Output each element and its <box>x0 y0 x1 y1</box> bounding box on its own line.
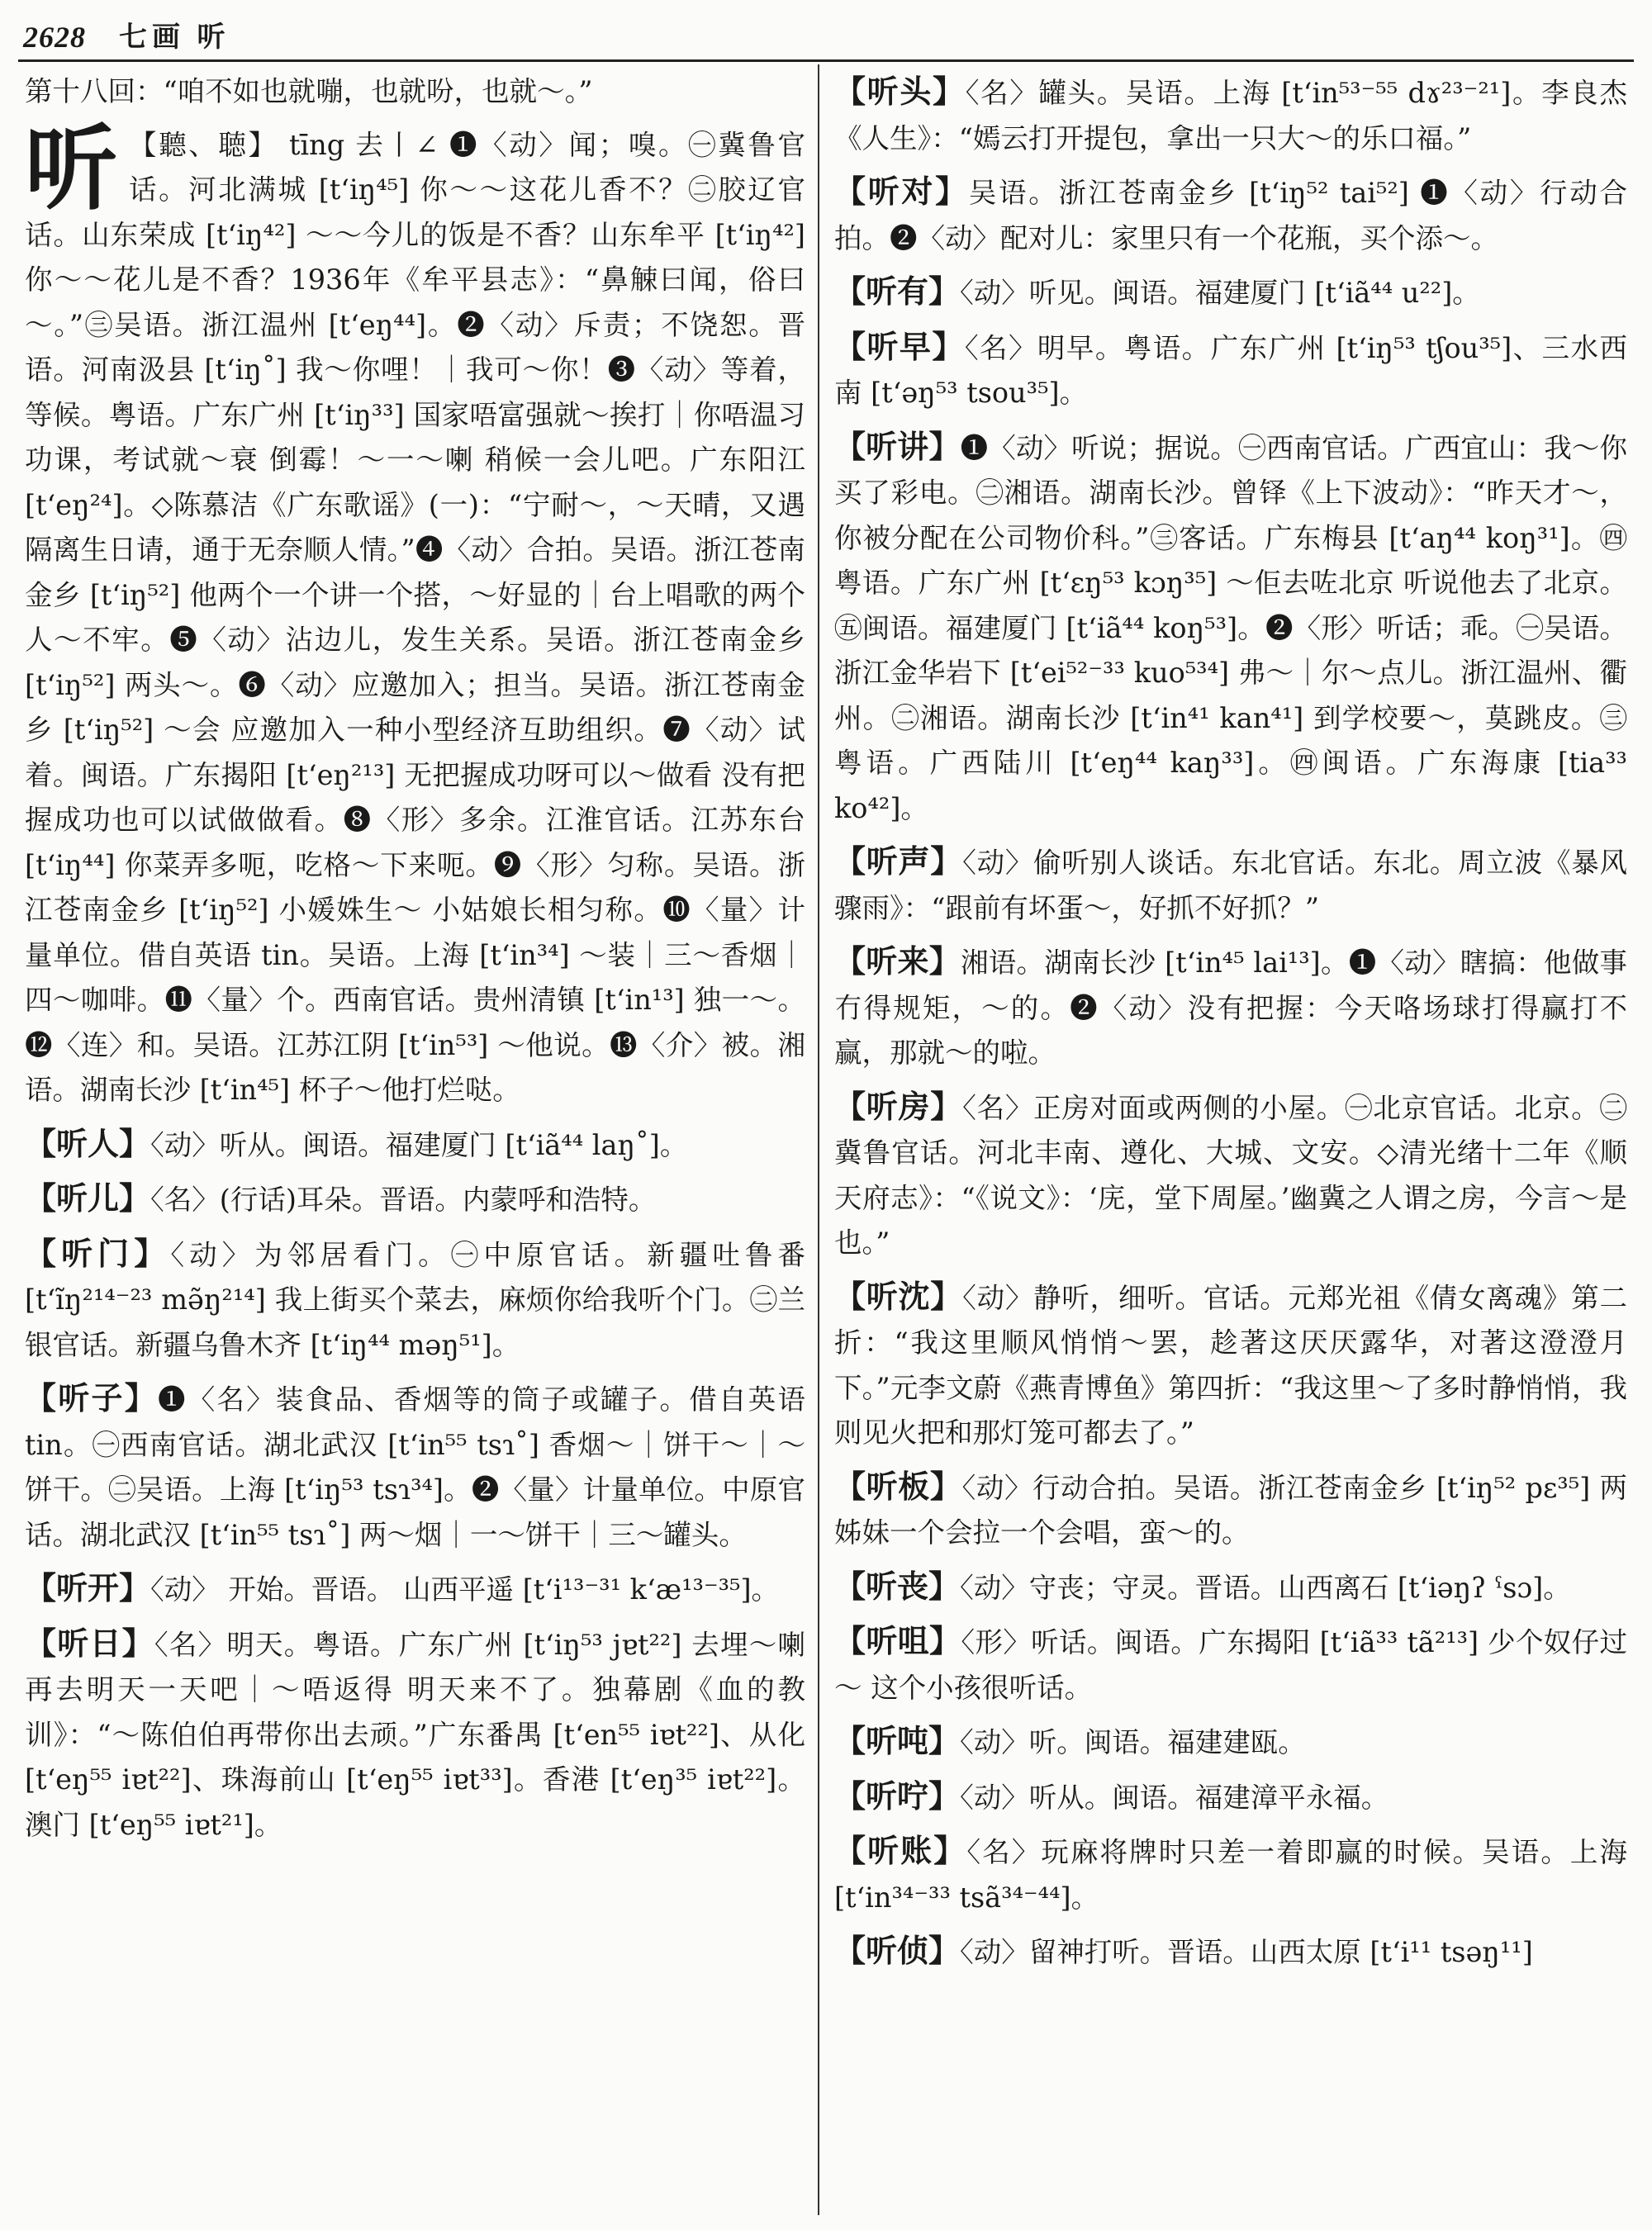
entry-head: 【听丧】 <box>834 1567 961 1605</box>
entry-head: 【听有】 <box>834 273 961 310</box>
headword-char: 听 <box>25 114 117 223</box>
entry-head: 【听来】 <box>834 942 961 980</box>
entry-body: ❶〈名〉装食品、香烟等的筒子或罐子。借自英语 tin。㊀西南官话。湖北武汉 [tʻin⁵⁵ tsɿ˚] 香烟～｜饼干～｜～饼干。㊁吴语。上海 [tʻiŋ⁵³ tsɿ³⁴]。❷〈量〉计量单位。中原官话。湖北武汉 [tʻin⁵⁵ tsɿ˚] 两～烟｜一～饼干｜三～罐头。 <box>25 1383 805 1551</box>
entry-body: 〈动〉听。闽语。福建建瓯。 <box>960 1726 1306 1758</box>
entry <box>25 1122 805 1169</box>
entry-head: 【听日】 <box>25 1624 154 1662</box>
entry <box>834 69 1627 161</box>
entry-head: 【听声】 <box>834 842 963 880</box>
right-column <box>834 69 1627 1984</box>
entry-body: 吴语。浙江苍南金乡 [tʻiŋ⁵² tai⁵²] ❶〈动〉行动合拍。❷〈动〉配对儿：家里只有一个花瓶，买个添～。 <box>834 177 1627 254</box>
entry-body: 〈形〉听话。闽语。广东揭阳 [tʻiã³³ tã²¹³] 少个奴仔过～ 这个小孩很听话。 <box>834 1626 1627 1704</box>
entry-head: 【听讲】 <box>834 427 961 465</box>
entry-head: 【听早】 <box>834 327 965 365</box>
main-entry <box>25 114 805 1113</box>
entry-body: 〈动〉守丧；守灵。晋语。山西离石 [tʻiəŋʔ ˤsɔ]。 <box>960 1571 1571 1604</box>
entry-head: 【听侦】 <box>834 1932 961 1969</box>
entry-head: 【听人】 <box>25 1124 151 1162</box>
entry <box>25 1621 805 1848</box>
entry <box>25 1176 805 1223</box>
entry-head: 【听咀】 <box>834 1622 961 1659</box>
entry <box>834 1619 1627 1710</box>
entry <box>834 839 1627 931</box>
entry-body: 〈动〉静听，细听。官话。元郑光祖《倩女离魂》第二折：“我这里顺风悄悄～罢，趁著这厌厌露华，对著这澄澄月下。”元李文蔚《燕青博鱼》第四折：“我这里～了多时静悄悄，我则见火把和那灯笼可都去了。” <box>834 1281 1628 1449</box>
entry-head: 【听吨】 <box>834 1722 961 1759</box>
entry-body: ❶〈动〉听说；据说。㊀西南官话。广西宜山：我～你买了彩电。㊁湘语。湖南长沙。曾铎《上下波动》：“昨天才～，你被分配在公司物价科。”㊂客话。广东梅县 [tʻaŋ⁴⁴ koŋ³¹]。㊃粤语。广东广州 [tʻɛŋ⁵³ kɔŋ³⁵] ～佢去咗北京 听说他去了北京。㊄闽语。福建厦门 [tʻiã⁴⁴ koŋ⁵³]。❷〈形〉听话；乖。㊀吴语。浙江金华岩下 [tʻei⁵²⁻³³ kuo⁵³⁴] 弗～｜尔～点儿。浙江温州、衢州。㊁湘语。湖南长沙 [tʻin⁴¹ kan⁴¹] 到学校要～，莫跳皮。㊂粤语。广西陆川 [tʻeŋ⁴⁴ kaŋ³³]。㊃闽语。广东海康 [tia³³ ko⁴²]。 <box>834 431 1627 824</box>
entry <box>834 1464 1627 1556</box>
entry-body: 〈动〉留神打听。晋语。山西太原 [tʻi¹¹ tsəŋ¹¹] <box>960 1936 1533 1968</box>
entry <box>834 1929 1627 1976</box>
page-number: 2628 <box>23 21 86 54</box>
entry <box>834 1829 1627 1920</box>
entry-body: 〈名〉罐头。吴语。上海 [tʻin⁵³⁻⁵⁵ dɤ²³⁻²¹]。李良杰《人生》：“嫣云打开提包，拿出一只大～的乐口福。” <box>834 77 1627 154</box>
entry-body: 〈名〉(行话)耳朵。晋语。内蒙呼和浩特。 <box>150 1184 657 1216</box>
entry-head: 【听房】 <box>834 1087 963 1125</box>
continuation-text: 第十八回：“咱不如也就嘣，也就吩，也就～。” <box>25 75 593 107</box>
entry-body: 〈名〉玩麻将牌时只差一着即赢的时候。吴语。上海 [tʻin³⁴⁻³³ tsã³⁴⁻⁴⁴]。 <box>834 1836 1627 1914</box>
entry <box>834 425 1627 832</box>
entry <box>834 939 1627 1076</box>
header-rule <box>18 59 1634 62</box>
entry-head: 【听子】 <box>25 1379 158 1416</box>
entry-body: 〈动〉 开始。晋语。 山西平遥 [tʻi¹³⁻³¹ kʻæ¹³⁻³⁵]。 <box>150 1573 780 1606</box>
entry <box>834 269 1627 316</box>
entry-body: 〈动〉听从。闽语。福建漳平永福。 <box>960 1781 1389 1814</box>
entry-body: 〈动〉听从。闽语。福建厦门 [tʻiã⁴⁴ laŋ˚]。 <box>150 1128 688 1161</box>
entry-head: 【听头】 <box>834 73 966 110</box>
entry-head: 【听儿】 <box>25 1179 151 1217</box>
left-column <box>25 69 805 1856</box>
entry <box>834 1274 1627 1456</box>
entry-head: 【听咛】 <box>834 1777 961 1815</box>
entry <box>834 1564 1627 1611</box>
column-divider <box>818 64 819 2215</box>
entry <box>834 1719 1627 1766</box>
entry-body: 〈名〉明天。粤语。广东广州 [tʻiŋ⁵³ jɐt²²] 去埋～喇 再去明天一天吧｜～唔返得 明天来不了。独幕剧《血的教训》：“～陈伯伯再带你出去顽。”广东番禺 [tʻen⁵⁵ iɐt²²]、从化 [tʻeŋ⁵⁵ iɐt²²]、珠海前山 [tʻeŋ⁵⁵ iɐt³³]。香港 [tʻeŋ³⁵ iɐt²²]。澳门 [tʻeŋ⁵⁵ iɐt²¹]。 <box>25 1628 805 1841</box>
entry-body: 〈名〉明早。粤语。广东广州 [tʻiŋ⁵³ tʃou³⁵]、三水西南 [tʻəŋ⁵³ tsou³⁵]。 <box>834 331 1627 409</box>
main-entry-body: 【聽、聴】 tīng 去丨∠ ❶〈动〉闻；嗅。㊀冀鲁官话。河北满城 [tʻiŋ⁴⁵] 你～～这花儿香不？㊁胶辽官话。山东荣成 [tʻiŋ⁴²] ～～今儿的饭是不香？山东牟平 [tʻiŋ⁴²] 你～～花儿是不香？1936年《牟平县志》：“鼻觫曰闻，俗曰～。”㊂吴语。浙江温州 [tʻeŋ⁴⁴]。❷〈动〉斥责；不饶恕。晋语。河南汲县 [tʻiŋ˚] 我～你哩！｜我可～你！❸〈动〉等着，等候。粤语。广东广州 [tʻiŋ³³] 国家唔富强就～挨打｜你唔温习功课，考试就～衰 倒霉！～一～喇 稍候一会儿吧。广东阳江 [tʻeŋ²⁴]。◇陈慕洁《广东歌谣》(一)：“宁耐～，～天晴，又遇隔离生日请，通于无奈顺人情。”❹〈动〉合拍。吴语。浙江苍南金乡 [tʻiŋ⁵²] 他两个一个讲一个搭，～好显的｜台上唱歌的两个人～不牢。❺〈动〉沾边儿，发生关系。吴语。浙江苍南金乡 [tʻiŋ⁵²] 两头～。❻〈动〉应邀加入；担当。吴语。浙江苍南金乡 [tʻiŋ⁵²] ～会 应邀加入一种小型经济互助组织。❼〈动〉试着。闽语。广东揭阳 [tʻeŋ²¹³] 无把握成功呀可以～做看 没有把握成功也可以试做做看。❽〈形〉多余。江淮官话。江苏东台 [tʻiŋ⁴⁴] 你菜弄多呃，吃格～下来呃。❾〈形〉匀称。吴语。浙江苍南金乡 [tʻiŋ⁵²] 小媛姝生～ 小姑娘长相匀称。❿〈量〉计量单位。借自英语 tin。吴语。上海 [tʻin³⁴] ～装｜三～香烟｜四～咖啡。⓫〈量〉个。西南官话。贵州清镇 [tʻin¹³] 独一～。⓬〈连〉和。吴语。江苏江阴 [tʻin⁵³] ～他说。⓭〈介〉被。湘语。湖南长沙 [tʻin⁴⁵] 杯子～他打烂哒。 <box>25 128 805 1106</box>
entry-head: 【听门】 <box>25 1234 171 1272</box>
entry-body: 〈动〉为邻居看门。㊀中原官话。新疆吐鲁番 [tʻĩŋ²¹⁴⁻²³ mə̃ŋ²¹⁴] 我上街买个菜去，麻烦你给我听个门。㊁兰银官话。新疆乌鲁木齐 [tʻiŋ⁴⁴ məŋ⁵¹]。 <box>25 1238 805 1361</box>
entry <box>834 1084 1627 1266</box>
entry-body: 〈动〉行动合拍。吴语。浙江苍南金乡 [tʻiŋ⁵² pɛ³⁵] 两姊妹一个会拉一个会唱，蛮～的。 <box>834 1471 1627 1549</box>
entry-body: 湘语。湖南长沙 [tʻin⁴⁵ lai¹³]。❶〈动〉瞎搞：他做事冇得规矩，～的。❷〈动〉没有把握：今天咯场球打得赢打不赢，那就～的啦。 <box>834 947 1627 1069</box>
page-header <box>23 12 230 55</box>
entry-head: 【听对】 <box>834 173 969 210</box>
entry-head: 【听账】 <box>834 1832 967 1869</box>
entry <box>25 1376 805 1558</box>
entry <box>834 169 1627 261</box>
entry <box>25 1231 805 1369</box>
running-title: 七画 听 <box>119 22 230 53</box>
entry-body: 〈动〉听见。闽语。福建厦门 [tʻiã⁴⁴ u²²]。 <box>960 277 1480 309</box>
entry-body: 〈名〉正房对面或两侧的小屋。㊀北京官话。北京。㊁冀鲁官话。河北丰南、遵化、大城、文安。◇清光绪十二年《顺天府志》：“《说文》：‘庑，堂下周屋。’幽冀之人谓之房，今言～是也。” <box>834 1091 1627 1259</box>
entry-body: 〈动〉偷听别人谈话。东北官话。东北。周立波《暴风骤雨》：“跟前有坏蛋～，好抓不好抓？” <box>834 847 1627 924</box>
entry-head: 【听沈】 <box>834 1277 963 1315</box>
entry <box>834 325 1627 416</box>
entry-head: 【听开】 <box>25 1569 151 1606</box>
entry <box>834 1774 1627 1821</box>
entry <box>25 1566 805 1613</box>
entry-head: 【听板】 <box>834 1467 962 1505</box>
